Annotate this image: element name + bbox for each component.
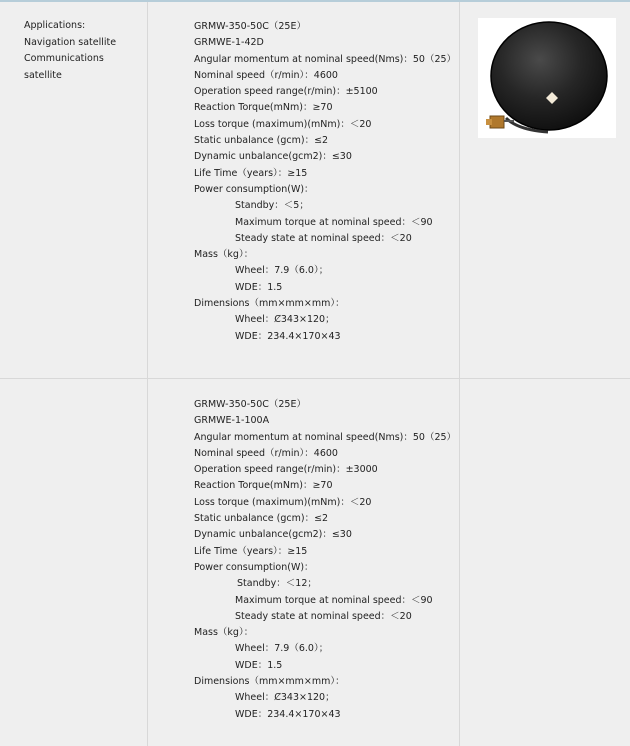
reaction-torque: Reaction Torque(mNm)：≥70 — [194, 102, 333, 114]
product-image — [478, 18, 616, 138]
application-item: Navigation satellite — [24, 36, 117, 48]
application-item: satellite — [24, 69, 62, 81]
angular-momentum: Angular momentum at nominal speed(Nms)：50（25） — [194, 53, 457, 65]
model-name: GRMW-350-50C（25E） — [194, 21, 306, 32]
mass-wde: WDE：1.5 — [235, 659, 283, 671]
power-max-torque: Maximum torque at nominal speed：＜90 — [235, 594, 433, 606]
dynamic-unbalance: Dynamic unbalance(gcm2)：≤30 — [194, 529, 352, 541]
nominal-speed: Nominal speed（r/min）：4600 — [194, 447, 338, 459]
operation-speed: Operation speed range(r/min)：±3000 — [194, 464, 378, 476]
mass-wheel: Wheel：7.9（6.0）； — [235, 643, 329, 655]
static-unbalance: Static unbalance (gcm)：≤2 — [194, 513, 329, 525]
loss-torque: Loss torque (maximum)(mNm)：＜20 — [194, 118, 372, 130]
power-steady-state: Steady state at nominal speed：＜20 — [235, 232, 412, 244]
life-time: Life Time（years）：≥15 — [194, 545, 308, 557]
power-standby: Standby：＜5； — [235, 200, 309, 212]
reaction-wheel-icon — [478, 18, 616, 138]
variant-name: GRMWE-1-42D — [194, 37, 264, 49]
dimensions-wheel: Wheel：Ȼ343×120； — [235, 692, 335, 704]
spec-block-1 — [194, 19, 456, 345]
empty-cell-left — [0, 379, 147, 746]
dimensions-wheel: Wheel：Ȼ343×120； — [235, 314, 335, 326]
life-time: Life Time（years）：≥15 — [194, 167, 308, 179]
mass-wheel: Wheel：7.9（6.0）； — [235, 265, 329, 277]
power-max-torque: Maximum torque at nominal speed：＜90 — [235, 216, 433, 228]
dimensions-wde: WDE：234.4×170×43 — [235, 330, 341, 342]
empty-cell-right — [460, 379, 630, 746]
nominal-speed: Nominal speed（r/min）：4600 — [194, 69, 338, 81]
column-divider — [147, 2, 148, 746]
power-standby: Standby：＜12； — [237, 578, 317, 590]
variant-name: GRMWE-1-100A — [194, 415, 270, 427]
power-label: Power consumption(W)： — [194, 561, 314, 573]
loss-torque: Loss torque (maximum)(mNm)：＜20 — [194, 496, 372, 508]
power-label: Power consumption(W)： — [194, 183, 314, 195]
application-item: Communications — [24, 53, 104, 64]
dimensions-label: Dimensions（mm×mm×mm）： — [194, 676, 345, 688]
static-unbalance: Static unbalance (gcm)：≤2 — [194, 135, 329, 147]
dimensions-label: Dimensions（mm×mm×mm）： — [194, 298, 345, 310]
model-name: GRMW-350-50C（25E） — [194, 399, 306, 410]
column-divider — [459, 2, 460, 746]
applications-list — [24, 18, 139, 84]
power-steady-state: Steady state at nominal speed：＜20 — [235, 610, 412, 622]
mass-label: Mass（kg）： — [194, 249, 254, 261]
row-divider — [0, 378, 630, 379]
reaction-torque: Reaction Torque(mNm)：≥70 — [194, 480, 333, 492]
mass-label: Mass（kg）： — [194, 627, 254, 639]
applications-heading: Applications: — [24, 20, 86, 31]
angular-momentum: Angular momentum at nominal speed(Nms)：50（25） — [194, 431, 457, 443]
mass-wde: WDE：1.5 — [235, 281, 283, 293]
spec-block-2 — [194, 397, 456, 723]
operation-speed: Operation speed range(r/min)：±5100 — [194, 86, 378, 98]
dynamic-unbalance: Dynamic unbalance(gcm2)：≤30 — [194, 151, 352, 163]
dimensions-wde: WDE：234.4×170×43 — [235, 708, 341, 720]
